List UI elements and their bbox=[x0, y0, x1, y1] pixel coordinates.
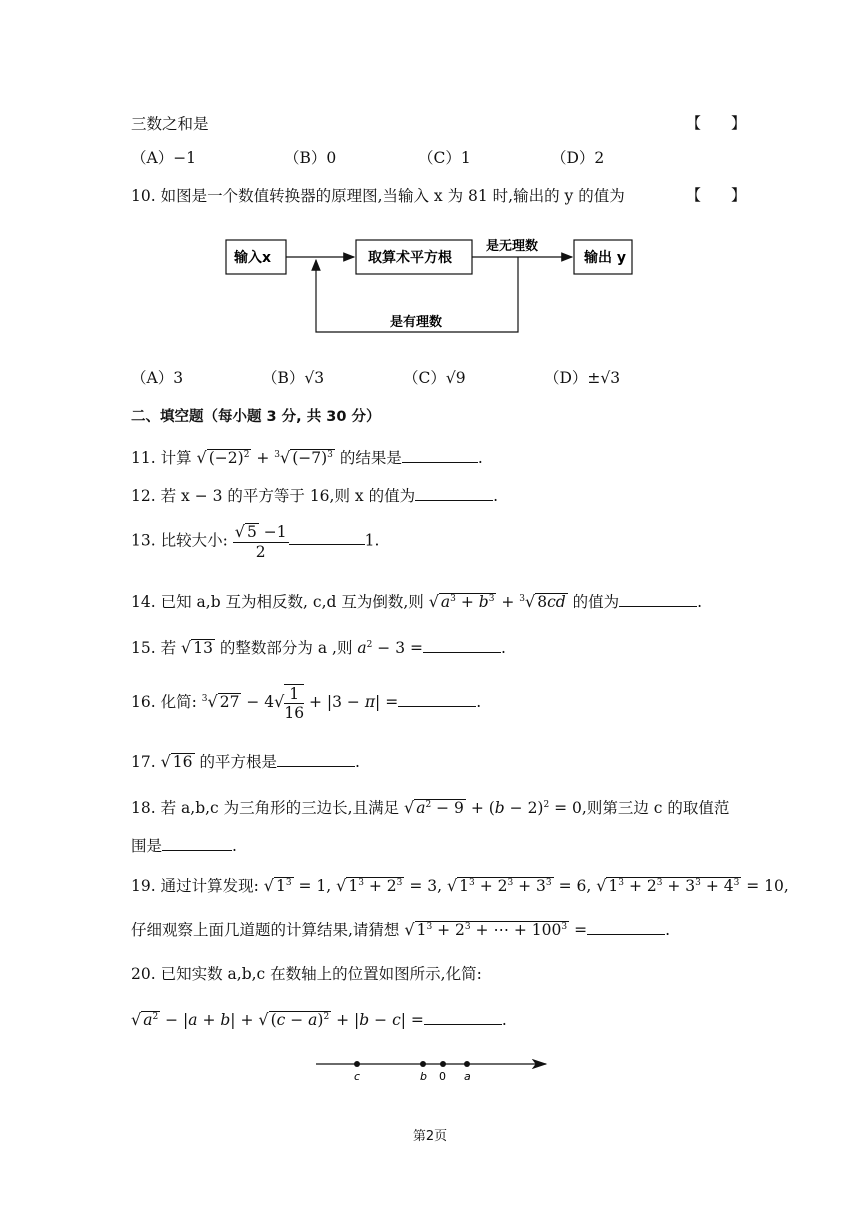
q17-end: . bbox=[354, 753, 360, 771]
q18-line2 bbox=[131, 834, 237, 856]
q18-number: 18. bbox=[131, 799, 156, 817]
q20 bbox=[131, 962, 482, 984]
q11 bbox=[131, 446, 483, 468]
q20-end: . bbox=[501, 1011, 507, 1029]
q16 bbox=[131, 684, 481, 722]
section-title: 二、填空题（每小题 3 分, 共 30 分） bbox=[131, 409, 381, 425]
q13-end: 1. bbox=[364, 531, 380, 550]
q18-expression: √ $a^2 - 9 + (b - 2)^2 = 0$ bbox=[404, 798, 582, 817]
q20-number: 20. bbox=[131, 965, 156, 983]
q19 bbox=[131, 874, 789, 896]
q11-post: 的结果是 bbox=[339, 449, 402, 467]
q12-number: 12. bbox=[131, 487, 156, 505]
label-zero: 0 bbox=[439, 1070, 446, 1083]
q15-mid: 的整数部分为 a ,则 bbox=[219, 639, 353, 657]
q15-pre: 若 bbox=[160, 639, 177, 657]
q19-end: . bbox=[665, 921, 670, 939]
point-b bbox=[420, 1061, 426, 1067]
q19-number: 19. bbox=[131, 877, 156, 895]
q17-root: √ 16 bbox=[160, 752, 193, 771]
q12-blank[interactable] bbox=[415, 486, 493, 501]
q15-blank[interactable] bbox=[423, 638, 501, 653]
q14-post: 的值为 bbox=[572, 593, 620, 611]
label-a: a bbox=[464, 1070, 471, 1083]
q15-end: . bbox=[501, 639, 506, 657]
q17-post: 的平方根是 bbox=[199, 753, 277, 771]
label-b: b bbox=[420, 1070, 427, 1083]
page-footer: 第2页 bbox=[412, 1129, 448, 1144]
q18-pre: 若 a,b,c 为三角形的三边长,且满足 bbox=[160, 799, 400, 817]
q20-line2 bbox=[131, 1010, 507, 1030]
flow-output-label: 输出 y bbox=[584, 250, 626, 266]
q9-stem-text: 三数之和是 bbox=[131, 115, 209, 133]
q9-option-c[interactable]: （C）1 bbox=[418, 149, 471, 167]
q14-number: 14. bbox=[131, 593, 156, 611]
q19-examples: √ $1^3 = 1$, √ $1^3 + 2^3 = 3$, √ $1^3 + 2^3 + 3^3 = 6$, √ $1^3 + 2^3 + 3^3 + 4^3 = 10$, bbox=[263, 876, 789, 895]
q18-post: ,则第三边 c 的取值范 bbox=[581, 799, 730, 817]
q13-number: 13. bbox=[131, 531, 156, 550]
q17-blank[interactable] bbox=[277, 752, 355, 767]
flow-top-label: 是无理数 bbox=[486, 239, 539, 254]
q10-flow-diagram bbox=[220, 228, 640, 338]
q13-fraction: $\frac{√ 5 -1}{2}$ bbox=[234, 522, 287, 561]
q13-blank[interactable] bbox=[289, 530, 365, 545]
q17 bbox=[131, 750, 360, 772]
q10-answer-bracket[interactable]: 【 】 bbox=[686, 186, 747, 204]
q13-pre: 比较大小: bbox=[160, 531, 228, 550]
q15-expression: $a^2 - 3$ = bbox=[357, 639, 423, 657]
q9-option-a[interactable]: （A）−1 bbox=[131, 149, 197, 167]
label-c: c bbox=[354, 1070, 361, 1083]
q14-end: . bbox=[697, 593, 703, 611]
q12-end: . bbox=[493, 487, 499, 505]
q17-number: 17. bbox=[131, 753, 156, 771]
q10-option-c[interactable]: （C）√9 bbox=[403, 369, 466, 387]
q19-line2 bbox=[131, 918, 670, 940]
q16-expression: $^3$√ 27 − 4√ $\frac{1}{16}$ + |3 − π| = bbox=[201, 685, 399, 722]
q9-option-b[interactable]: （B）0 bbox=[284, 149, 337, 167]
q16-blank[interactable] bbox=[398, 692, 476, 707]
q11-blank[interactable] bbox=[402, 448, 478, 463]
q14-expression: √ $a^3 + b^3 + ^3√$ 8cd bbox=[428, 592, 566, 611]
q18-end: . bbox=[232, 837, 237, 855]
q15-number: 15. bbox=[131, 639, 156, 657]
point-c bbox=[354, 1061, 360, 1067]
q16-end: . bbox=[476, 693, 482, 711]
q19-blank[interactable] bbox=[587, 920, 665, 935]
point-zero bbox=[440, 1061, 446, 1067]
q19-expression: √ $1^3 + 2^3$ + ⋯ + $100^3$ = bbox=[404, 920, 588, 939]
flow-input-label: 输入x bbox=[234, 250, 272, 266]
q14-pre: 已知 a,b 互为相反数, c,d 互为倒数,则 bbox=[160, 593, 424, 611]
flow-loop-label: 是有理数 bbox=[390, 315, 443, 330]
q20-pre: 已知实数 a,b,c 在数轴上的位置如图所示,化简: bbox=[160, 965, 482, 983]
q14 bbox=[131, 590, 702, 612]
q10-stem: 10. 如图是一个数值转换器的原理图,当输入 x 为 81 时,输出的 y 的值为 bbox=[131, 187, 625, 205]
q14-blank[interactable] bbox=[619, 592, 697, 607]
q10-option-b[interactable]: （B）√3 bbox=[262, 369, 325, 387]
point-a bbox=[464, 1061, 470, 1067]
q10-option-a[interactable]: （A）3 bbox=[131, 369, 184, 387]
q10-option-d[interactable]: （D）±√3 bbox=[544, 369, 621, 387]
q19-pre: 通过计算发现: bbox=[160, 877, 259, 895]
q18-line2-text: 围是 bbox=[131, 837, 163, 855]
q18-blank[interactable] bbox=[162, 836, 232, 851]
q20-blank[interactable] bbox=[424, 1010, 502, 1025]
q11-pre: 计算 bbox=[160, 449, 192, 467]
q18 bbox=[131, 796, 729, 818]
q20-expression: √ $a^2 - |a + b|$ + √ $(c - a)^2 + |b - c|$ = bbox=[131, 1010, 424, 1029]
q13 bbox=[131, 522, 379, 561]
q9-stem-tail bbox=[131, 112, 209, 134]
q11-end: . bbox=[477, 449, 483, 467]
q11-number: 11. bbox=[131, 449, 156, 467]
q15 bbox=[131, 636, 506, 658]
q12 bbox=[131, 484, 498, 506]
q19-line2-text: 仔细观察上面几道题的计算结果,请猜想 bbox=[131, 921, 400, 939]
q16-pre: 化简: bbox=[160, 693, 197, 711]
q9-answer-bracket[interactable]: 【 】 bbox=[686, 114, 747, 132]
flow-process-label: 取算术平方根 bbox=[368, 250, 452, 266]
q16-number: 16. bbox=[131, 693, 156, 711]
q15-root: √ 13 bbox=[181, 638, 213, 657]
q11-expression: √ $(-2)^2 + ^3√$ $(-7)^3$ bbox=[196, 448, 333, 467]
q9-option-d[interactable]: （D）2 bbox=[551, 149, 605, 167]
q12-pre: 若 x − 3 的平方等于 16,则 x 的值为 bbox=[160, 487, 416, 505]
number-line bbox=[310, 1052, 560, 1086]
